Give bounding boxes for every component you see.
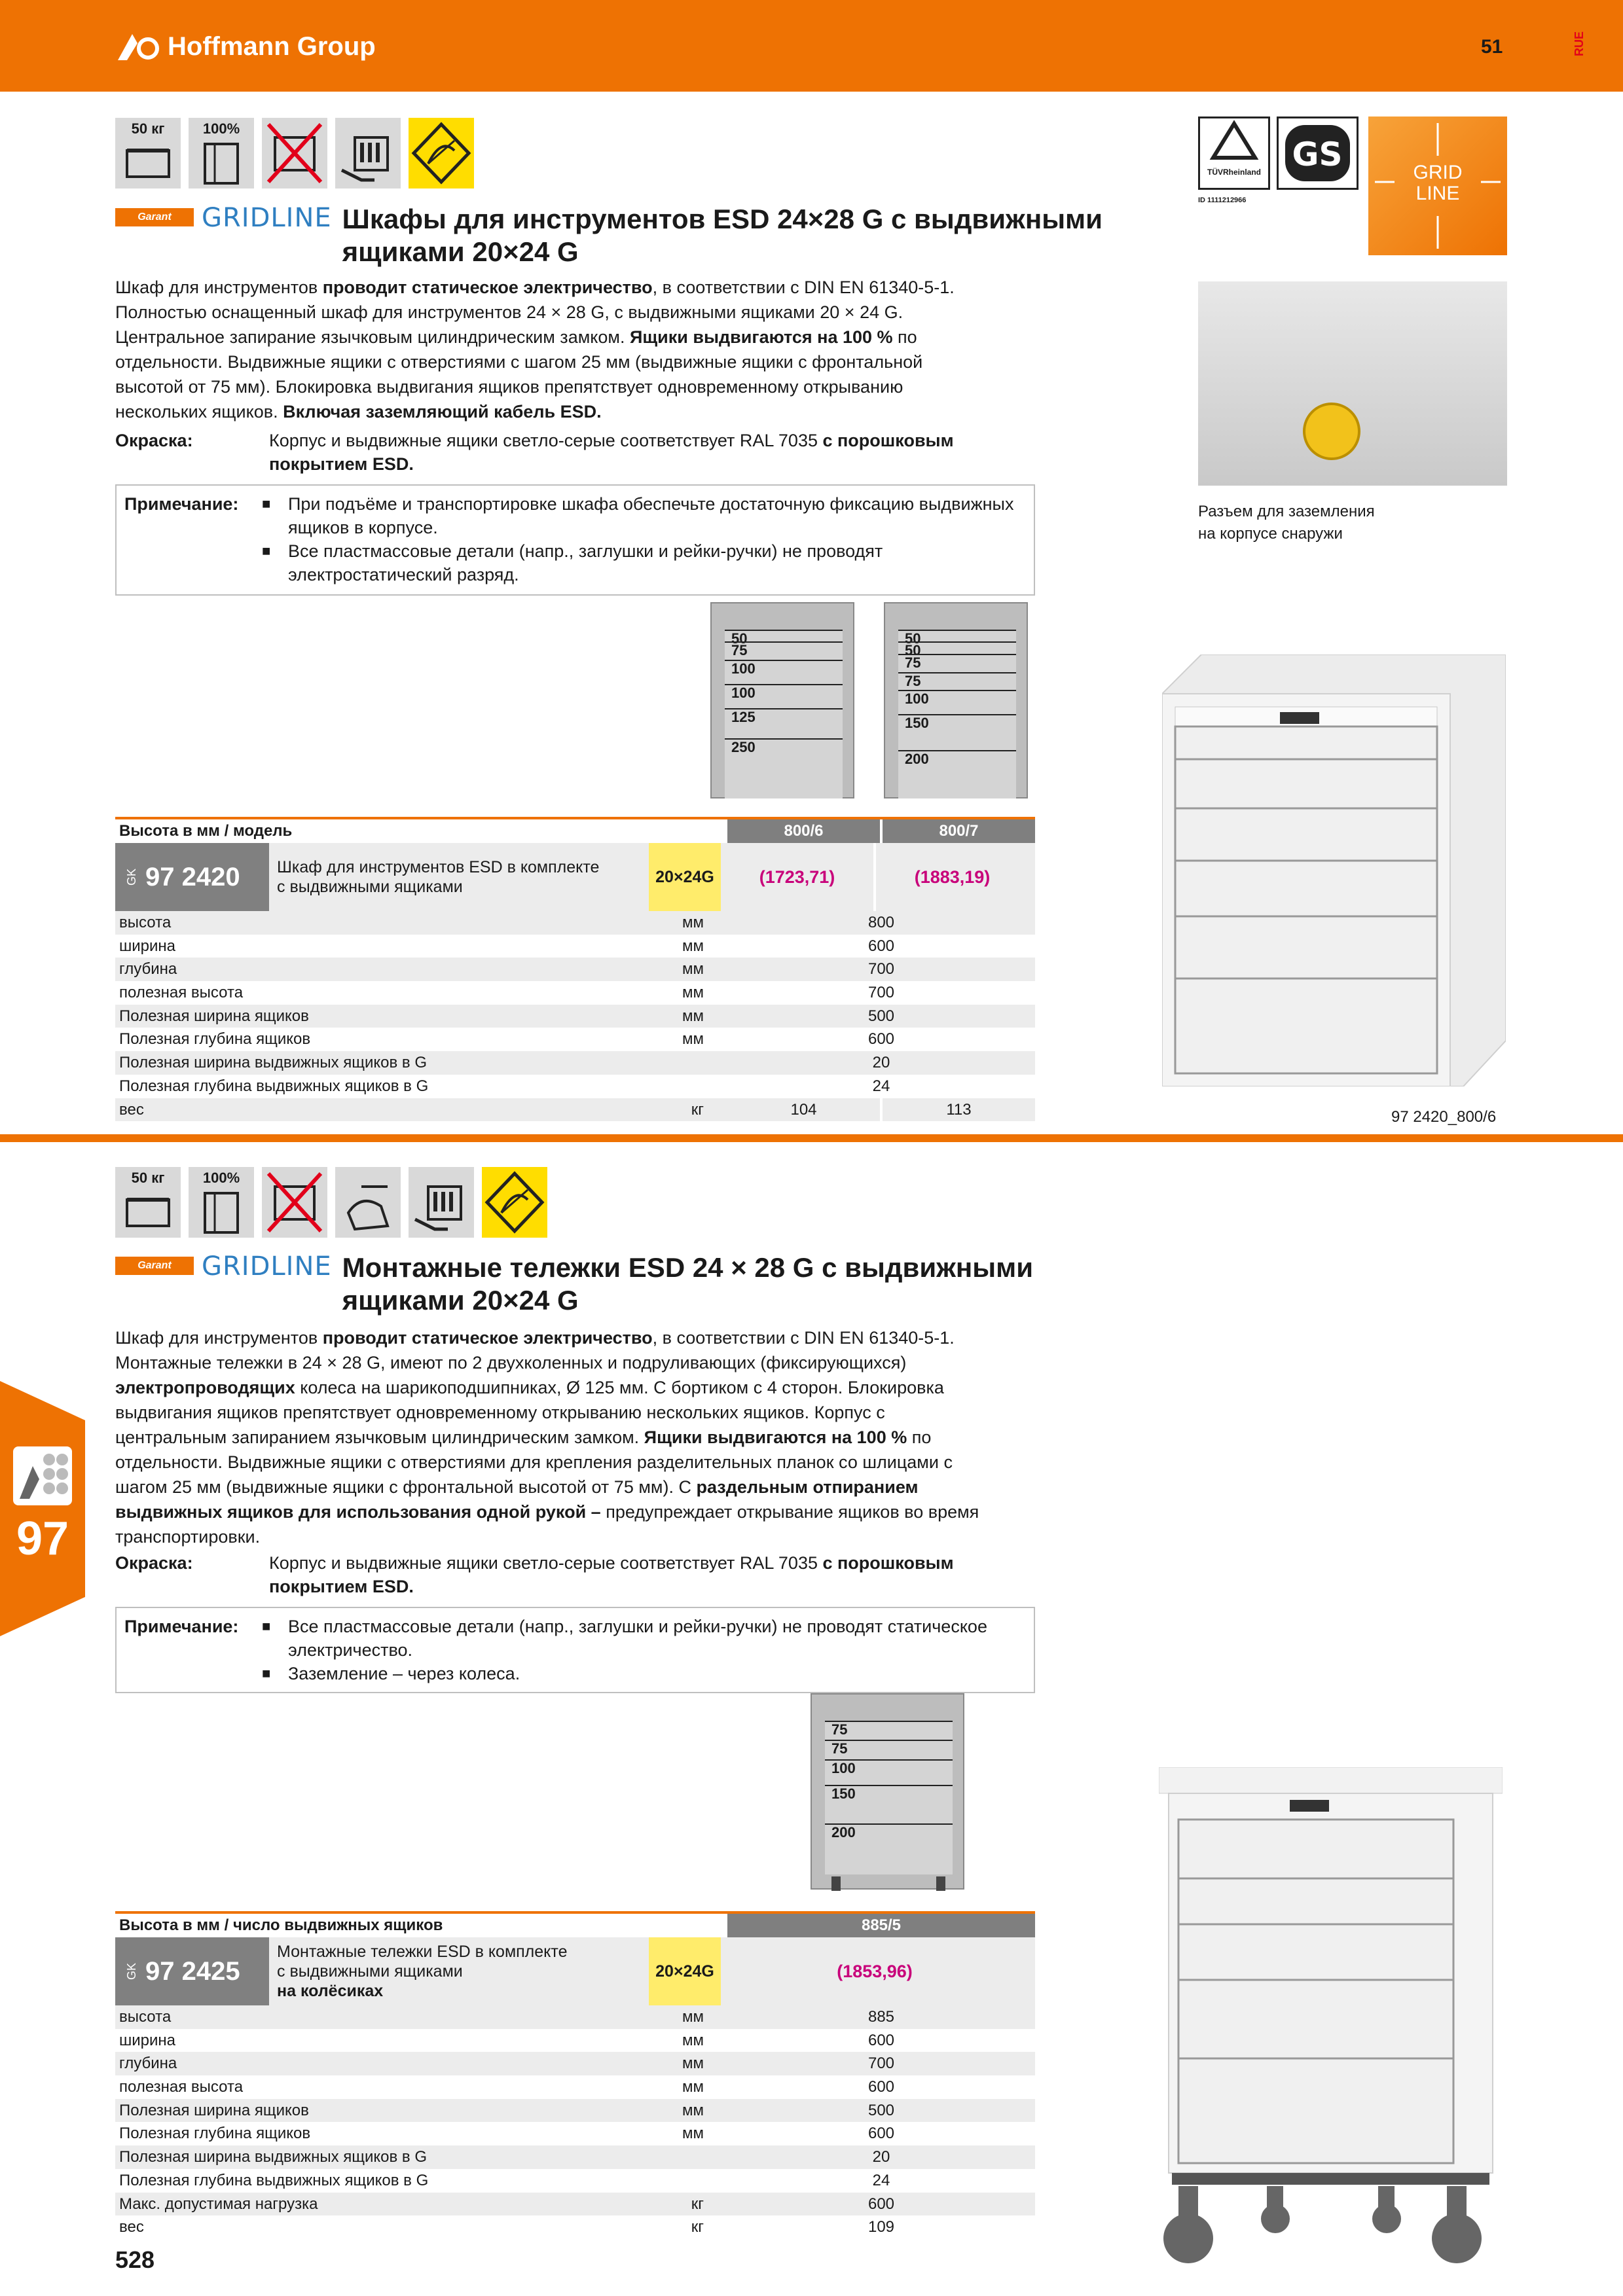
tuv-cert-icon [1198, 117, 1270, 190]
spec-table-2 [115, 1911, 1035, 2239]
spec-row [115, 2145, 1035, 2169]
spec-unit: кг [691, 2218, 704, 2236]
tuv-cert-text: TÜVRheinland [1207, 168, 1261, 177]
table2-product-row [115, 1937, 1035, 2005]
gridline-label: GRIDLINE [202, 203, 332, 233]
spec-value: 24 [872, 2171, 890, 2189]
spec-unit: мм [682, 2054, 704, 2073]
table2-header [115, 1911, 1035, 1937]
spec-value: 600 [867, 2195, 895, 2213]
description-fragment: Включая заземляющий кабель ESD. [283, 402, 602, 422]
note-item: ■ При подъёме и транспортировке шкафа обеспечьте достаточную фиксацию выдвижных ящиков в корпусе. [262, 492, 1021, 539]
description-fragment: проводит статическое электричество [322, 278, 653, 297]
grounding-connector-icon [1303, 403, 1360, 460]
no-tip-icon [262, 1167, 327, 1238]
feature-icons-2 [115, 1167, 547, 1238]
paint-bold: с порошковым покрытием ESD. [269, 1553, 954, 1596]
spec-value: 700 [867, 2054, 895, 2073]
feature-icons-1 [115, 118, 474, 188]
note-label: Примечание: [124, 494, 239, 514]
spec-value: 700 [867, 984, 895, 1002]
load-icon [115, 118, 181, 188]
spec-unit: мм [682, 937, 704, 955]
spec-value: 20 [872, 1054, 890, 1072]
spec-label: глубина [119, 960, 177, 978]
spec-value: 24 [872, 1077, 890, 1095]
extension-icon [189, 1167, 254, 1238]
spec-row [115, 958, 1035, 981]
chapter-tab [0, 1381, 85, 1636]
garant-logo: Garant [115, 208, 194, 226]
paint-text: Корпус и выдвижные ящики светло-серые соответствует RAL 7035 [269, 1553, 823, 1573]
description-fragment: Ящики выдвигаются на 100 % [629, 327, 893, 347]
spec-value: 113 [946, 1100, 972, 1119]
drawer-height-label: 75 [725, 641, 843, 658]
spec-table-1 [115, 817, 1035, 1121]
icon-label: 100% [202, 1170, 240, 1186]
table1-col-800-6: 800/6 [727, 819, 880, 843]
drawer-diagram-800-7 [884, 602, 1028, 798]
spec-unit: мм [682, 984, 704, 1002]
table1-header-label: Высота в мм / модель [119, 822, 293, 840]
one-hand-icon [335, 1167, 401, 1238]
spec-row [115, 1075, 1035, 1098]
drawer-height-label: 100 [898, 690, 1016, 707]
description-fragment: электропроводящих [115, 1378, 295, 1397]
spec-value: 104 [790, 1100, 817, 1119]
arrows-icon [1368, 117, 1507, 255]
product-image-972420 [1162, 655, 1506, 1086]
drawer-diagram-885-5 [811, 1693, 964, 1890]
cert-id-text: ID 1111212966 [1198, 196, 1247, 204]
description-fragment: по отдельности. Выдвижные ящики с отверстиями с шагом 25 мм (выдвижные ящики с фронтальной высотой от 75 мм). Блокировка выдвигания ящиков препятствует одновременному открыванию нескольких ящиков. [115, 327, 923, 422]
spec-label: полезная высота [119, 984, 244, 1002]
section2-paint [115, 1551, 1032, 1598]
description-fragment: проводит статическое электричество [322, 1328, 653, 1348]
description-fragment: , в соответствии с DIN EN 61340-5-1. Полностью оснащенный шкаф для инструментов 24 × 28 G, с выдвижными ящиками 20 × 24 G. Центральное запирание язычковым цилиндрическим замком. [115, 278, 955, 347]
esd-icon [409, 118, 474, 188]
table1-col-800-7: 800/7 [883, 819, 1035, 843]
drawer-diagram-800-6 [710, 602, 854, 798]
spec-row [115, 2169, 1035, 2193]
drawer-height-label: 75 [898, 654, 1016, 671]
spec-value: 500 [867, 1007, 895, 1025]
note-item: ■ Все пластмассовые детали (напр., заглушки и рейки-ручки) не проводят статическое электричество. [262, 1615, 1021, 1662]
no-tip-icon [262, 118, 327, 188]
product-desc: Шкаф для инструментов ESD в комплекте с выдвижными ящиками [277, 858, 600, 896]
spec-value: 600 [867, 937, 895, 955]
garant-logo: Garant [115, 1257, 194, 1275]
description-fragment: Ящики выдвигаются на 100 % [644, 1427, 907, 1447]
section2-title-row [115, 1251, 1163, 1317]
description-fragment: предупреждает открывание ящиков во время транспортировки. [115, 1502, 979, 1547]
drawer-height-label: 75 [898, 672, 1016, 689]
spec-row [115, 2215, 1035, 2239]
spec-label: ширина [119, 2031, 176, 2049]
table1-header [115, 817, 1035, 843]
spec-row [115, 911, 1035, 935]
spec-value: 500 [867, 2101, 895, 2119]
description-fragment: Шкаф для инструментов [115, 278, 323, 297]
spec-unit: мм [682, 2031, 704, 2049]
spec-label: Полезная ширина ящиков [119, 2101, 309, 2119]
extension-icon [189, 118, 254, 188]
svg-text:GS: GS [1292, 135, 1343, 173]
spec-value: 800 [867, 914, 895, 931]
chapter-number: 97 [16, 1513, 69, 1565]
paint-label: Окраска: [115, 431, 193, 450]
drawer-size-badge: 20×24G [649, 1937, 721, 2005]
spec-row [115, 2029, 1035, 2053]
icon-label: 50 кг [131, 1170, 165, 1186]
spec-row [115, 935, 1035, 958]
drawer-height-label: 75 [825, 1740, 953, 1757]
drawer-height-label: 100 [725, 660, 843, 677]
spec-row [115, 1098, 1035, 1122]
spec-value: 600 [867, 2125, 895, 2143]
spec-unit: кг [691, 1100, 704, 1119]
spec-unit: мм [682, 960, 704, 978]
spec-unit: мм [682, 2078, 704, 2096]
spec-row [115, 2052, 1035, 2075]
section2-title: Монтажные тележки ESD 24 × 28 G с выдвижными ящиками 20×24 G [342, 1252, 1034, 1316]
spec-value: 109 [867, 2218, 895, 2236]
spec-label: глубина [119, 2054, 177, 2073]
section1-description [115, 275, 986, 424]
table1-product-row [115, 843, 1035, 911]
section1-note [115, 484, 1035, 596]
note-list [262, 492, 1021, 586]
paint-text: Корпус и выдвижные ящики светло-серые соответствует RAL 7035 [269, 431, 823, 450]
spec-row [115, 1028, 1035, 1051]
note-item: ■ Заземление – через колеса. [262, 1662, 1021, 1685]
section2-description [115, 1325, 993, 1549]
gridline-label: GRIDLINE [202, 1251, 332, 1282]
product-number-972425[interactable]: GK 97 2425 [115, 1937, 269, 2005]
gs-cert-icon [1277, 117, 1359, 190]
chapter-icon [13, 1446, 72, 1505]
spec-label: вес [119, 1100, 144, 1119]
spec-label: вес [119, 2218, 144, 2236]
product-image-caption: 97 2420_800/6 [1391, 1108, 1497, 1126]
drawer-height-label: 100 [825, 1759, 953, 1776]
spec-value: 600 [867, 2031, 895, 2049]
product-number-972420[interactable]: GK 97 2420 [115, 843, 269, 911]
drawer-height-label: 75 [825, 1721, 953, 1738]
description-fragment: , в соответствии с DIN EN 61340-5-1. Монтажные тележки в 24 × 28 G, имеют по 2 двухколенных и подруливающих (фиксирующихся) [115, 1328, 955, 1372]
drawer-height-label: 200 [898, 750, 1016, 767]
section1-paint [115, 429, 1032, 476]
drawer-height-label: 125 [725, 708, 843, 725]
spec-label: Полезная глубина выдвижных ящиков в G [119, 2171, 429, 2189]
paint-label: Окраска: [115, 1553, 193, 1573]
spec-unit: мм [682, 2101, 704, 2119]
note-item: ■ Все пластмассовые детали (напр., заглушки и рейки-ручки) не проводят электростатический разряд. [262, 539, 1021, 586]
spec-row [115, 981, 1035, 1005]
section-divider [0, 1134, 1623, 1142]
spec-row [115, 2122, 1035, 2145]
note-list [262, 1615, 1021, 1685]
spec-unit: мм [682, 1007, 704, 1025]
spec-row [115, 2193, 1035, 2216]
spec-value: 600 [867, 2078, 895, 2096]
spec-row [115, 2099, 1035, 2123]
brand-logo [115, 31, 376, 62]
table2-header-label: Высота в мм / число выдвижных ящиков [119, 1916, 443, 1934]
spec-row [115, 1005, 1035, 1028]
spec-unit: мм [682, 914, 704, 931]
drawer-height-label: 50 [725, 630, 843, 647]
icon-label: 50 кг [131, 120, 165, 137]
grounding-photo [1198, 281, 1507, 486]
spec-label: Полезная глубина ящиков [119, 1030, 311, 1049]
spec-value: 700 [867, 960, 895, 978]
gridline-badge [1368, 117, 1507, 255]
spec-label: Полезная ширина выдвижных ящиков в G [119, 1054, 428, 1072]
page-number-bottom: 528 [115, 2246, 155, 2273]
description-fragment: колеса на шарикоподшипниках, Ø 125 мм. С бортиком с 4 сторон. Блокировка выдвигания ящиков препятствует одновременному открыванию нескольких ящиков. Корпус с центральным запиранием язычковым цилиндрическим замком. [115, 1378, 944, 1447]
spec-row [115, 1051, 1035, 1075]
product-image-972425 [1159, 1767, 1503, 2265]
paint-bold: с порошковым покрытием ESD. [269, 431, 954, 474]
spec-unit: кг [691, 2195, 704, 2213]
price-800-6: (1723,71) [759, 867, 835, 887]
spec-label: Полезная ширина ящиков [119, 1007, 309, 1025]
section1-title-row [115, 203, 1163, 268]
spec-row [115, 2005, 1035, 2029]
drawer-height-label: 50 [898, 641, 1016, 658]
spec-row [115, 2075, 1035, 2099]
drawer-height-label: 50 [898, 630, 1016, 647]
icon-label: 100% [202, 120, 240, 137]
lock-icon [409, 1167, 474, 1238]
brand-name: Hoffmann Group [168, 31, 376, 61]
drawer-height-label: 150 [898, 714, 1016, 731]
spec-unit: мм [682, 2125, 704, 2143]
language-tag: RUE [1573, 31, 1586, 57]
drawer-height-label: 150 [825, 1785, 953, 1802]
page-number-top: 51 [1481, 36, 1503, 58]
spec-label: Макс. допустимая нагрузка [119, 2195, 318, 2213]
table1-spec-rows [115, 911, 1035, 1121]
spec-value: 20 [872, 2148, 890, 2166]
description-fragment: Шкаф для инструментов [115, 1328, 323, 1348]
section2-note [115, 1607, 1035, 1693]
spec-label: Полезная ширина выдвижных ящиков в G [119, 2148, 428, 2166]
drawer-height-label: 100 [725, 684, 843, 701]
spec-label: высота [119, 914, 172, 931]
spec-label: высота [119, 2008, 172, 2026]
esd-icon [482, 1167, 547, 1238]
spec-unit: мм [682, 1030, 704, 1049]
note-label: Примечание: [124, 1617, 239, 1636]
table2-spec-rows [115, 2005, 1035, 2239]
gridline-badge-text: GRID LINE [1413, 162, 1463, 204]
spec-label: Полезная глубина ящиков [119, 2125, 311, 2143]
wheels [1163, 2186, 1482, 2263]
grounding-caption: Разъем для заземления на корпусе снаружи [1198, 503, 1375, 543]
lock-icon [335, 118, 401, 188]
spec-label: Полезная глубина выдвижных ящиков в G [119, 1077, 429, 1095]
section1-title: Шкафы для инструментов ESD 24×28 G с выдвижными ящиками 20×24 G [342, 204, 1103, 267]
table2-col-885-5: 885/5 [727, 1914, 1035, 1937]
drawer-height-label: 250 [725, 738, 843, 755]
hoffmann-logo-icon [115, 31, 161, 62]
price-800-7: (1883,19) [914, 867, 991, 887]
drawer-height-label: 200 [825, 1823, 953, 1840]
drawer-size-badge: 20×24G [649, 843, 721, 911]
description-fragment: раздельным отпиранием выдвижных ящиков для использования одной рукой – [115, 1477, 919, 1522]
spec-value: 600 [867, 1030, 895, 1049]
spec-unit: мм [682, 2008, 704, 2026]
spec-label: полезная высота [119, 2078, 244, 2096]
description-fragment: по отдельности. Выдвижные ящики с отверстиями для крепления разделительных планок со шлицами с шагом 25 мм (выдвижные ящики с фронтальной высотой от 75 мм). С [115, 1427, 953, 1497]
spec-value: 885 [867, 2008, 895, 2026]
product-desc: Монтажные тележки ESD в комплекте с выдвижными ящиками на колёсиках [277, 1943, 568, 2000]
price-885-5: (1853,96) [837, 1961, 913, 1981]
load-icon [115, 1167, 181, 1238]
spec-label: ширина [119, 937, 176, 955]
